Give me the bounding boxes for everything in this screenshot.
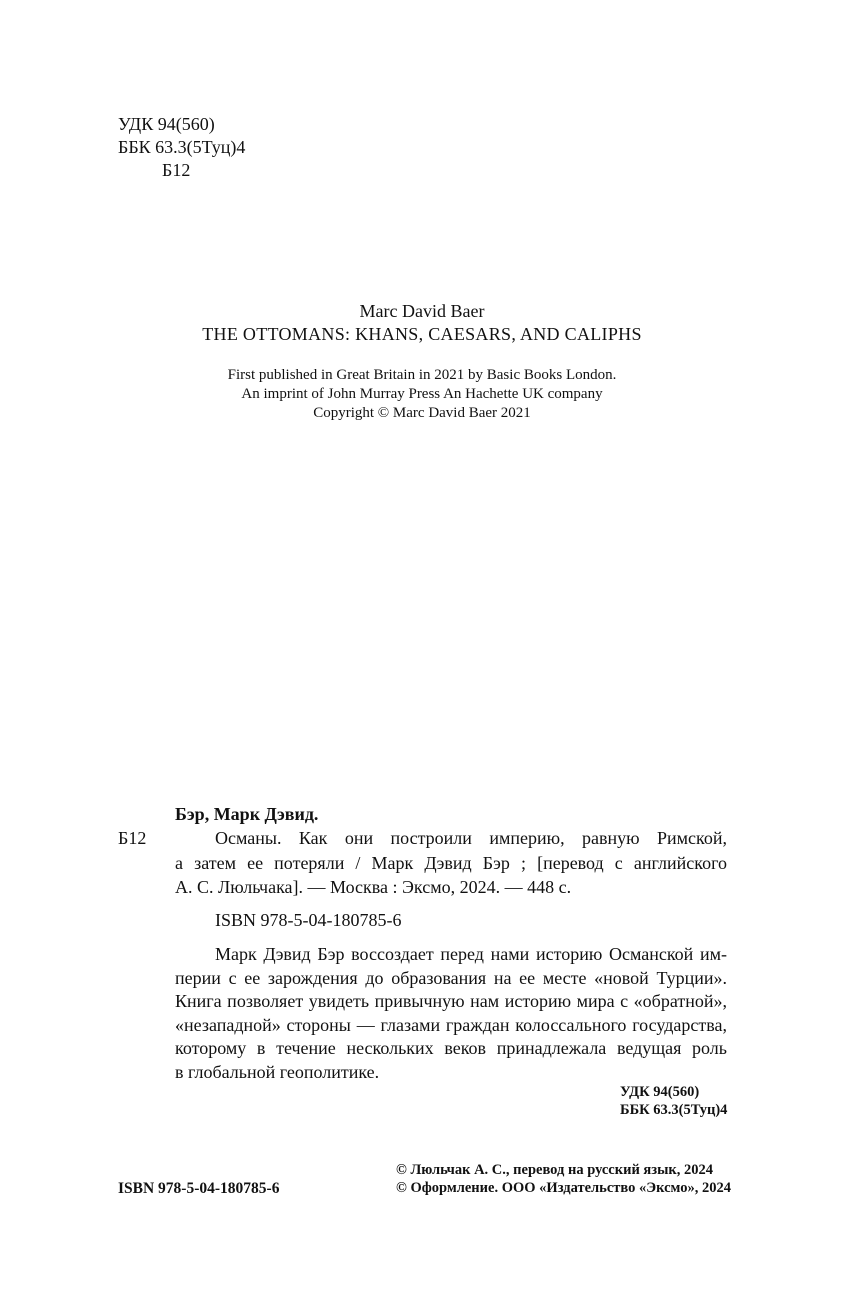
annotation: [175, 943, 727, 1084]
annotation-line: перии с ее зарождения до образования на ее месте «новой Турции».: [175, 967, 727, 988]
copyright-design: © Оформление. ООО «Издательство «Эксмо», 2024: [396, 1180, 731, 1196]
description-line: Османы. Как они построили империю, равную Римской,: [215, 828, 727, 848]
udk-code: УДК 94(560): [118, 114, 215, 134]
author-sign: Б12: [162, 160, 191, 180]
card-udk: УДК 94(560): [620, 1084, 700, 1100]
catalog-isbn: ISBN 978-5-04-180785-6: [215, 910, 402, 930]
original-author: Marc David Baer: [359, 301, 485, 321]
annotation-line: Марк Дэвид Бэр воссоздает перед нами историю Османской им-: [215, 944, 727, 964]
publication-line: First published in Great Britain in 2021 by Basic Books London.: [227, 367, 617, 383]
catalog-description: [175, 827, 727, 899]
catalog-heading: Бэр, Марк Дэвид.: [175, 804, 319, 824]
annotation-line: «незападной» стороны — глазами граждан колоссального государства,: [175, 1014, 727, 1035]
publication-line: An imprint of John Murray Press An Hachette UK company: [241, 386, 603, 402]
annotation-line: в глобальной геополитике.: [175, 1061, 380, 1082]
copyright-translation: © Люльчак А. С., перевод на русский язык, 2024: [396, 1162, 714, 1178]
description-line: а затем ее потеряли / Марк Дэвид Бэр ; [перевод с английского: [175, 852, 727, 873]
description-line: А. С. Люльчака]. — Москва : Эксмо, 2024. — 448 с.: [175, 877, 572, 897]
card-bbk: ББК 63.3(5Туц)4: [620, 1102, 728, 1118]
annotation-line: которому в течение нескольких веков принадлежала ведущая роль: [175, 1038, 727, 1058]
bbk-code: ББК 63.3(5Туц)4: [118, 137, 246, 157]
annotation-line: Книга позволяет увидеть привычную нам историю мира с «обратной»,: [175, 991, 727, 1011]
catalog-sign: Б12: [118, 828, 147, 848]
footer-isbn: ISBN 978-5-04-180785-6: [118, 1180, 280, 1197]
publication-line: Copyright © Marc David Baer 2021: [313, 405, 531, 421]
original-title: THE OTTOMANS: KHANS, CAESARS, AND CALIPHS: [202, 324, 642, 344]
